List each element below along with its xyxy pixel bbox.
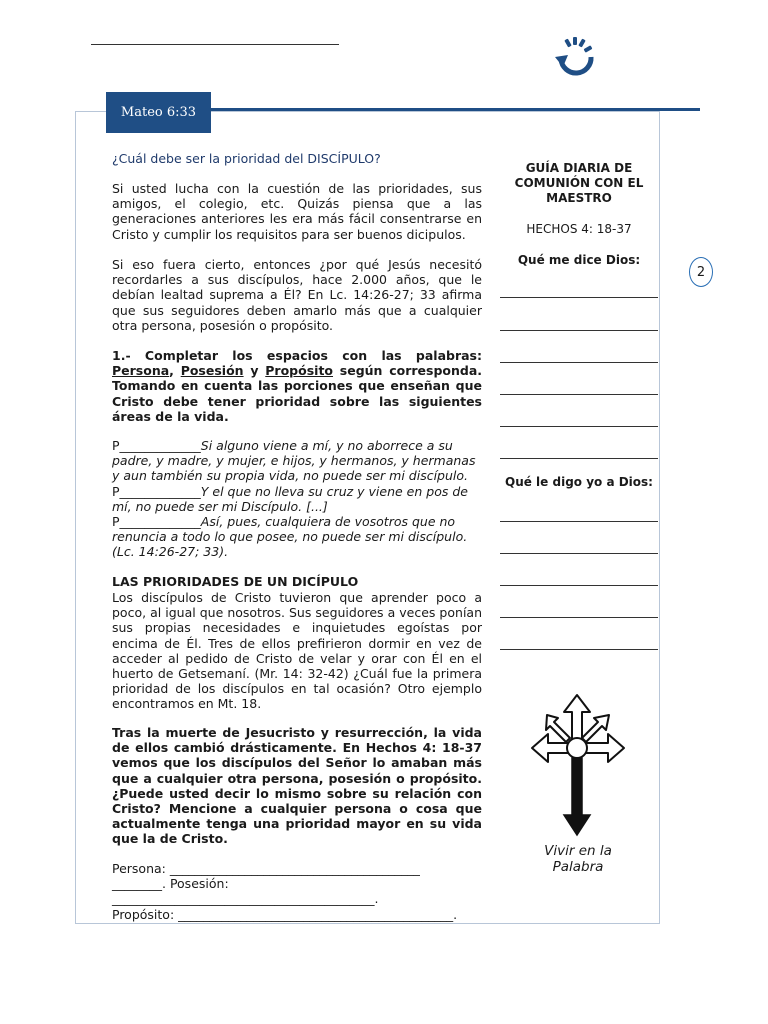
note-line[interactable] (500, 521, 658, 522)
exercise-intro: 1.- Completar los espacios con las palabras: (112, 348, 482, 363)
exercise-instructions (112, 348, 482, 424)
sidebar-reference: HECHOS 4: 18-37 (526, 222, 632, 236)
note-line[interactable] (500, 362, 658, 363)
note-line[interactable] (500, 394, 658, 395)
note-line[interactable] (500, 297, 658, 298)
verse-tab: Mateo 6:33 (106, 92, 211, 133)
posesion-line[interactable]: __________________________________________. (112, 891, 379, 907)
reflection-paragraph: Tras la muerte de Jesucristo y resurrección, la vida de ellos cambió drásticamente. En Hechos 4: 18-37 vemos que los discípulos del Señor lo amaban más que a cualquier otra persona, posesión o propósito. ¿Puede usted decir lo mismo sobre su relación con Cristo? Mencione a cualquier persona o cosa que actualmente tenga una prioridad mayor en su vida que la de Cristo. (112, 725, 482, 847)
note-line[interactable] (500, 330, 658, 331)
main-question: ¿Cuál debe ser la prioridad del DISCÍPULO? (112, 151, 381, 166)
compass-cross-icon (512, 690, 642, 840)
word-conjunction: y (250, 363, 259, 379)
section-title: LAS PRIORIDADES DE UN DICÍPULO (112, 574, 359, 589)
note-line[interactable] (500, 617, 658, 618)
note-line[interactable] (500, 649, 658, 650)
exercise-rest: según corresponda. Tomando en cuenta las porciones que enseñan que Cristo debe tener prioridad sobre las siguientes áreas de la vida. (112, 363, 483, 424)
blank-verse: Así, pues, cualquiera de vosotros que no renuncia a todo lo que posee, no puede ser mi discípulo. (Lc. 14:26-27; 33). (112, 514, 468, 560)
note-line[interactable] (500, 553, 658, 554)
priorities-paragraph: Los discípulos de Cristo tuvieron que aprender poco a poco, al igual que nosotros. Sus seguidores a veces ponían sus propias necesidades e inquietudes egoístas por encima de Él. Tres de ellos prefirieron dormir en vez de acceder al pedido de Cristo de velar y orar con Él en el huerto de Getsemaní. (Mr. 14: 32-42) ¿Cuál fue la primera prioridad de los discípulos en tal ocasión? Otro ejemplo encontramos en Mt. 18. (112, 590, 482, 712)
header-rule (210, 108, 700, 111)
god-says-heading: Qué me dice Dios: (517, 253, 641, 267)
word-posesion: Posesión (180, 363, 244, 379)
name-line (91, 44, 339, 45)
word-proposito: Propósito (265, 363, 334, 379)
i-say-heading: Qué le digo yo a Dios: (505, 475, 653, 489)
word-persona: Persona (112, 363, 170, 379)
blank-field[interactable]: P_____________ (112, 483, 201, 499)
image-caption: Vivir en la Palabra (544, 843, 612, 875)
blank-item (112, 484, 482, 514)
proposito-answer[interactable]: Propósito: ____________________________________________. (112, 906, 458, 922)
blank-verse: Y el que no lleva su cruz y viene en pos de mí, no puede ser mi Discípulo. [...] (112, 483, 468, 514)
sidebar-title: GUÍA DIARIA DE COMUNIÓN CON EL MAESTRO (514, 161, 644, 205)
blank-field[interactable]: P_____________ (112, 438, 201, 453)
blank-field[interactable]: P_____________ (112, 514, 201, 530)
answer-section (112, 861, 482, 922)
persona-answer[interactable]: Persona: ________________________________________ (112, 861, 420, 876)
circular-arrow-logo-icon (553, 35, 599, 81)
blank-item (112, 514, 482, 560)
blank-verse: Si alguno viene a mí, y no aborrece a su padre, y madre, y mujer, e hijos, y hermanos, y hermanas y aun también su propia vida, no puede ser mi discípulo. (112, 438, 476, 484)
intro-paragraph: Si usted lucha con la cuestión de las prioridades, sus amigos, el colegio, etc. Quizás piensa que a las generaciones anteriores les era más fácil consentrarse en Cristo y cumplir los requisitos para ser buenos dicipulos. (112, 181, 482, 242)
blank-item (112, 438, 482, 484)
note-line[interactable] (500, 426, 658, 427)
note-line[interactable] (500, 585, 658, 586)
page-number-badge: 2 (689, 257, 713, 287)
word-separator: , (169, 363, 174, 379)
note-line[interactable] (500, 458, 658, 459)
posesion-answer[interactable]: ________. Posesión: (112, 876, 229, 892)
fill-blanks (112, 438, 482, 560)
context-paragraph: Si eso fuera cierto, entonces ¿por qué Jesús necesitó recordarles a sus discípulos, hace 2.000 años, que le debían lealtad suprema a Él? En Lc. 14:26-27; 33 afirma que sus seguidores deben amarlo más que a cualquier otra persona, posesión o propósito. (112, 257, 482, 333)
